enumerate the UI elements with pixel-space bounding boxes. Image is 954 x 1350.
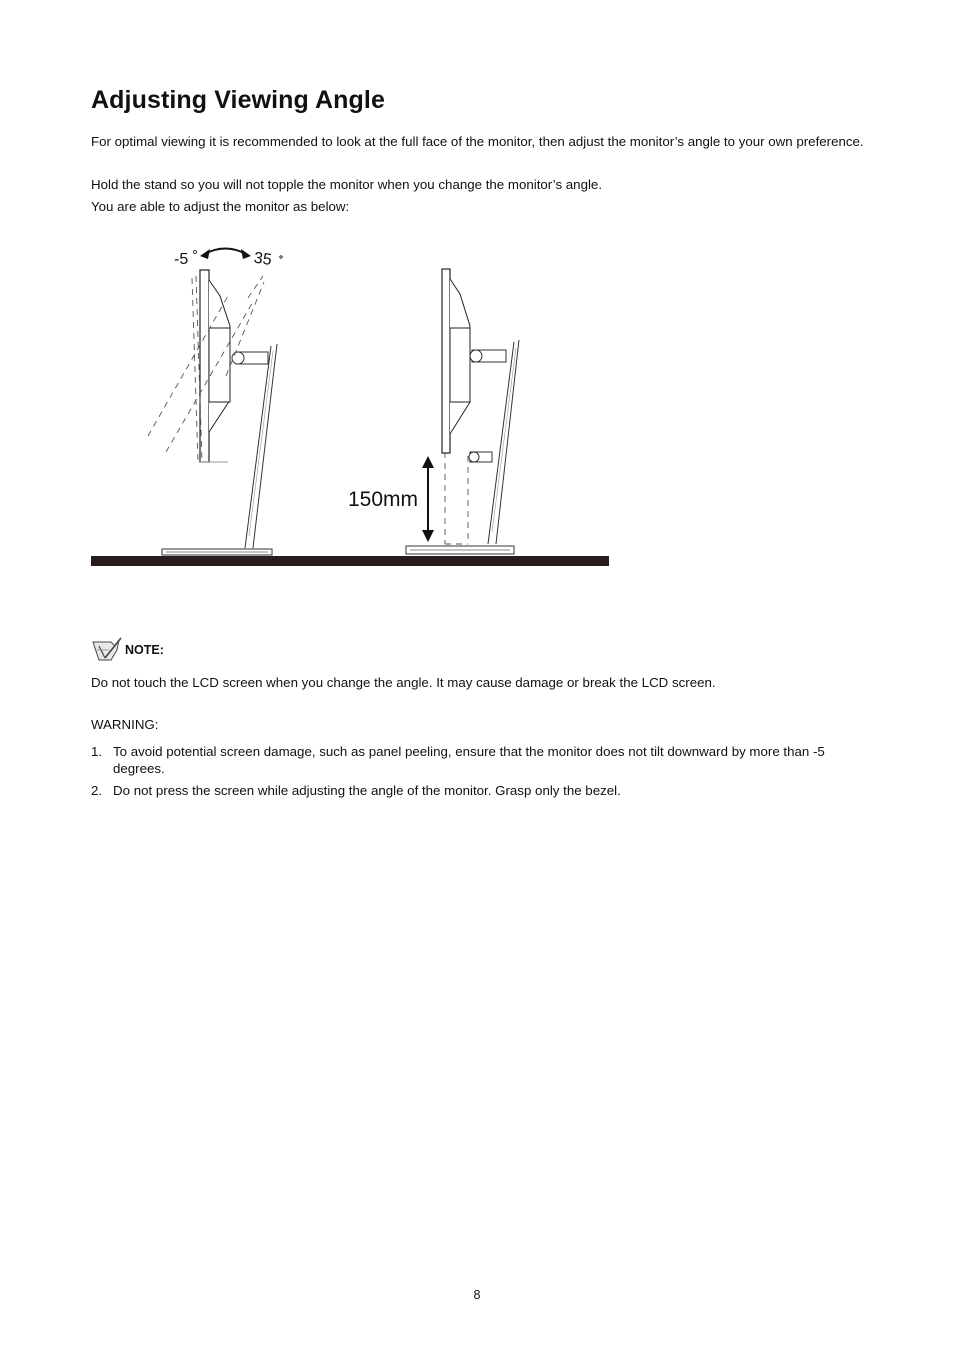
page-title: Adjusting Viewing Angle bbox=[91, 86, 385, 114]
intro-paragraph-adjust-below: You are able to adjust the monitor as below: bbox=[91, 199, 350, 214]
note-label: NOTE: bbox=[125, 643, 164, 657]
intro-paragraph-hold-stand: Hold the stand so you will not topple the monitor when you change the monitor’s angle. bbox=[91, 177, 603, 192]
list-item bbox=[91, 743, 851, 777]
height-range-label: 150mm bbox=[348, 488, 419, 511]
warning-heading: WARNING: bbox=[91, 717, 159, 732]
tilt-max-label: 35 bbox=[252, 249, 273, 269]
degree-mark-max bbox=[280, 256, 282, 258]
height-arrow bbox=[422, 456, 434, 542]
tilt-min-label: -5 bbox=[174, 251, 189, 268]
degree-mark-min bbox=[194, 251, 197, 254]
note-text: Do not touch the LCD screen when you change the angle. It may cause damage or break the LCD screen. bbox=[91, 675, 716, 690]
height-monitor-illustration bbox=[406, 269, 519, 554]
list-item-number: 1. bbox=[91, 744, 103, 759]
list-item bbox=[91, 782, 851, 799]
note-pencil-icon bbox=[91, 636, 125, 666]
list-item-text: Do not press the screen while adjusting the angle of the monitor. Grasp only the bezel. bbox=[113, 783, 621, 798]
monitor-adjustment-diagram bbox=[88, 236, 618, 572]
tilt-monitor-illustration bbox=[148, 249, 277, 556]
list-item-text: To avoid potential screen damage, such as panel peeling, ensure that the monitor does not tilt downward by more than -5 degrees. bbox=[113, 744, 825, 776]
page-number: 8 bbox=[473, 1288, 481, 1302]
note-header bbox=[91, 636, 164, 666]
list-item-number: 2. bbox=[91, 783, 103, 798]
intro-paragraph-optimal-viewing: For optimal viewing it is recommended to look at the full face of the monitor, then adjust the monitor’s angle to your own preference. bbox=[91, 134, 864, 149]
warning-list bbox=[91, 743, 851, 804]
floor-bar bbox=[91, 556, 609, 566]
